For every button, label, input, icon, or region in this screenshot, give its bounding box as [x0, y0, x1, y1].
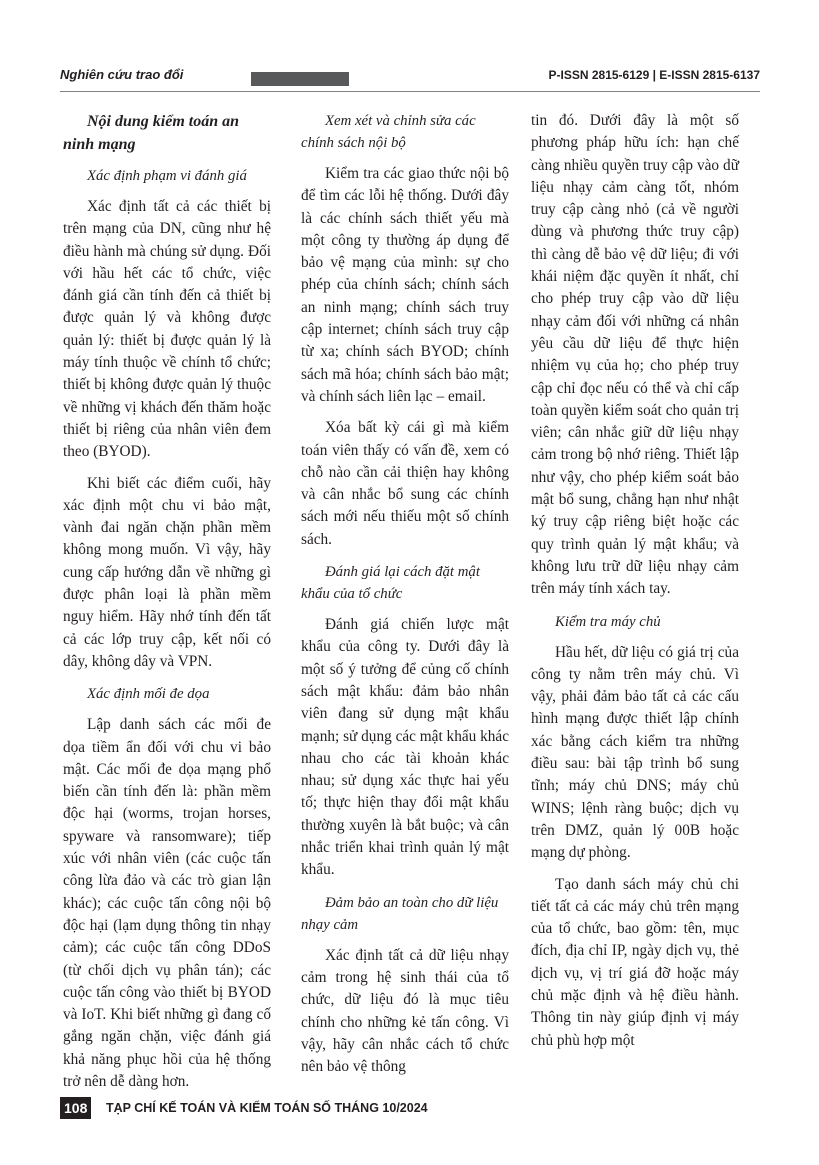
paragraph: Hầu hết, dữ liệu có giá trị của công ty nằm trên máy chủ. Vì vậy, phải đảm bảo tất cả các cấu hình mạng được thiết lập chính xác bằng cách kiểm tra những điều sau: bài tập trình bổ sung tĩnh; máy chủ DNS; máy chủ WINS; lệnh ràng buộc; dịch vụ trên DMZ, quản lý 00B hoặc mạng dự phòng.	[531, 643, 739, 862]
page-header	[60, 64, 760, 88]
subheading: Xác định mối đe dọa	[87, 686, 210, 703]
header-divider	[60, 91, 760, 92]
issn-label: P-ISSN 2815-6129 | E-ISSN 2815-6137	[548, 68, 760, 82]
paragraph: Tạo danh sách máy chủ chi tiết tất cả các máy chủ trên mạng của tổ chức, bao gồm: tên, mục đích, địa chỉ IP, ngày dịch vụ, thẻ dịch vụ, vị trí giá đỡ hoặc máy chủ mặc định và hệ điều hành. Thông tin này giúp định vị máy chủ phù hợp một	[531, 875, 739, 1049]
paragraph: Khi biết các điểm cuối, hãy xác định một chu vi bảo mật, vành đai ngăn chặn phần mềm không mong muốn. Vì vậy, hãy cung cấp hướng dẫn về những gì được phân loại là phần mềm nguy hiểm. Hãy nhớ tính đến tất cả các lớp truy cập, kết nối có dây, không dây và VPN.	[63, 474, 271, 670]
subheading: Đánh giá lại cách đặt mật khẩu của tổ chức	[301, 564, 480, 603]
paragraph: Xác định tất cả dữ liệu nhạy cảm trong hệ sinh thái của tổ chức, dữ liệu đó là mục tiêu chính cho những kẻ tấn công. Vì vậy, hãy cân nhắc cách tổ chức nên bảo vệ thông	[301, 946, 509, 1076]
subheading: Đảm bảo an toàn cho dữ liệu nhạy cảm	[301, 894, 499, 933]
subheading: Xác định phạm vi đánh giá	[87, 168, 247, 184]
paragraph: tin đó. Dưới đây là một số phương pháp hữu ích: hạn chế càng nhiều quyền truy cập vào dữ liệu nhạy cảm càng tốt, nhóm truy cập càng nhỏ (cả về người dùng và phương thức truy cập) thì càng dễ bảo vệ dữ liệu; đi với khái niệm đặc quyền ít nhất, chỉ cho phép truy cập vào dữ liệu nhạy cảm đối với những cá nhân yêu cầu dữ liệu để thực hiện nhiệm vụ của họ; cho phép truy cập chỉ đọc nếu có thể và chỉ cấp toàn quyền kiểm soát cho quản trị viên; cân nhắc giữ dữ liệu nhạy cảm trong bộ nhớ riêng. Thiết lập như vậy, cho phép kiểm soát bảo mật bổ sung, chẳng hạn như nhật ký truy cập riêng biệt hoặc các quy trình quản lý mật khẩu; và không lưu trữ dữ liệu nhạy cảm trên máy tính xách tay.	[531, 112, 739, 598]
header-bar	[251, 72, 349, 86]
text-column-1	[63, 110, 271, 1093]
paragraph: Xác định tất cả các thiết bị trên mạng của DN, cũng như hệ điều hành mà chúng sử dụng. Đối với hầu hết các tổ chức, việc đánh giá cần tính đến cả thiết bị được quản lý và không được quản lý: thiết bị được quản lý là máy tính thuộc về chính tổ chức; thiết bị không được quản lý thuộc về những vị khách đến thăm hoặc thiết bị riêng của nhân viên đem theo (BYOD).	[63, 198, 271, 461]
text-column-2	[301, 110, 509, 1078]
section-heading: Nội dung kiểm toán an ninh mạng	[63, 113, 240, 153]
text-column-3	[531, 110, 739, 1052]
subheading: Xem xét và chỉnh sửa các chính sách nội bộ	[301, 113, 476, 151]
page-number: 108	[60, 1097, 91, 1119]
paragraph: Kiểm tra các giao thức nội bộ để tìm các lỗi hệ thống. Dưới đây là các chính sách thiết yếu mà một công ty thường áp dụng để bảo vệ mạng của mình: sự cho phép của chính sách; chính sách an ninh mạng; chính sách truy cập internet; chính sách truy cập từ xa; chính sách BYOD; chính sách mã hóa; chính sách bảo mật; và chính sách liên lạc – email.	[301, 165, 509, 405]
paragraph: Xóa bất kỳ cái gì mà kiểm toán viên thấy có vấn đề, xem có chỗ nào cần cải thiện hay không và cân nhắc bổ sung các chính sách mới nếu thiếu một số chính sách.	[301, 419, 509, 548]
paragraph: Lập danh sách các mối đe dọa tiềm ẩn đối với chu vi bảo mật. Các mối đe dọa mạng phổ biến cần tính đến là: phần mềm độc hại (worms, trojan horses, spyware và ransomware); tiếp xúc với nhân viên (các cuộc tấn công lừa đảo và các trò gian lận khác); các cuộc tấn công nội bộ độc hại (lạm dụng thông tin nhạy cảm); các cuộc tấn công DDoS (từ chối dịch vụ phân tán); các cuộc tấn công vào thiết bị BYOD và IoT. Khi biết những gì đang cố gắng ngăn chặn, việc đánh giá khả năng phục hồi của hệ thống trở nên dễ dàng hơn.	[63, 716, 271, 1090]
page-footer	[60, 1097, 760, 1119]
subheading: Kiểm tra máy chủ	[555, 613, 661, 630]
paragraph: Đánh giá chiến lược mật khẩu của công ty. Dưới đây là một số ý tưởng để củng cố chính sách mật khẩu: đảm bảo nhân viên đang sử dụng mật khẩu mạnh; sử dụng các mật khẩu khác nhau cho các tài khoản khác nhau; sử dụng xác thực hai yếu tố; thực hiện thay đổi mật khẩu thường xuyên là bắt buộc; và cân nhắc triển khai trình quản lý mật khẩu.	[301, 616, 509, 879]
journal-title: TẠP CHÍ KẾ TOÁN VÀ KIỂM TOÁN SỐ THÁNG 10/2024	[106, 1101, 428, 1115]
section-title: Nghiên cứu trao đổi	[60, 67, 184, 82]
